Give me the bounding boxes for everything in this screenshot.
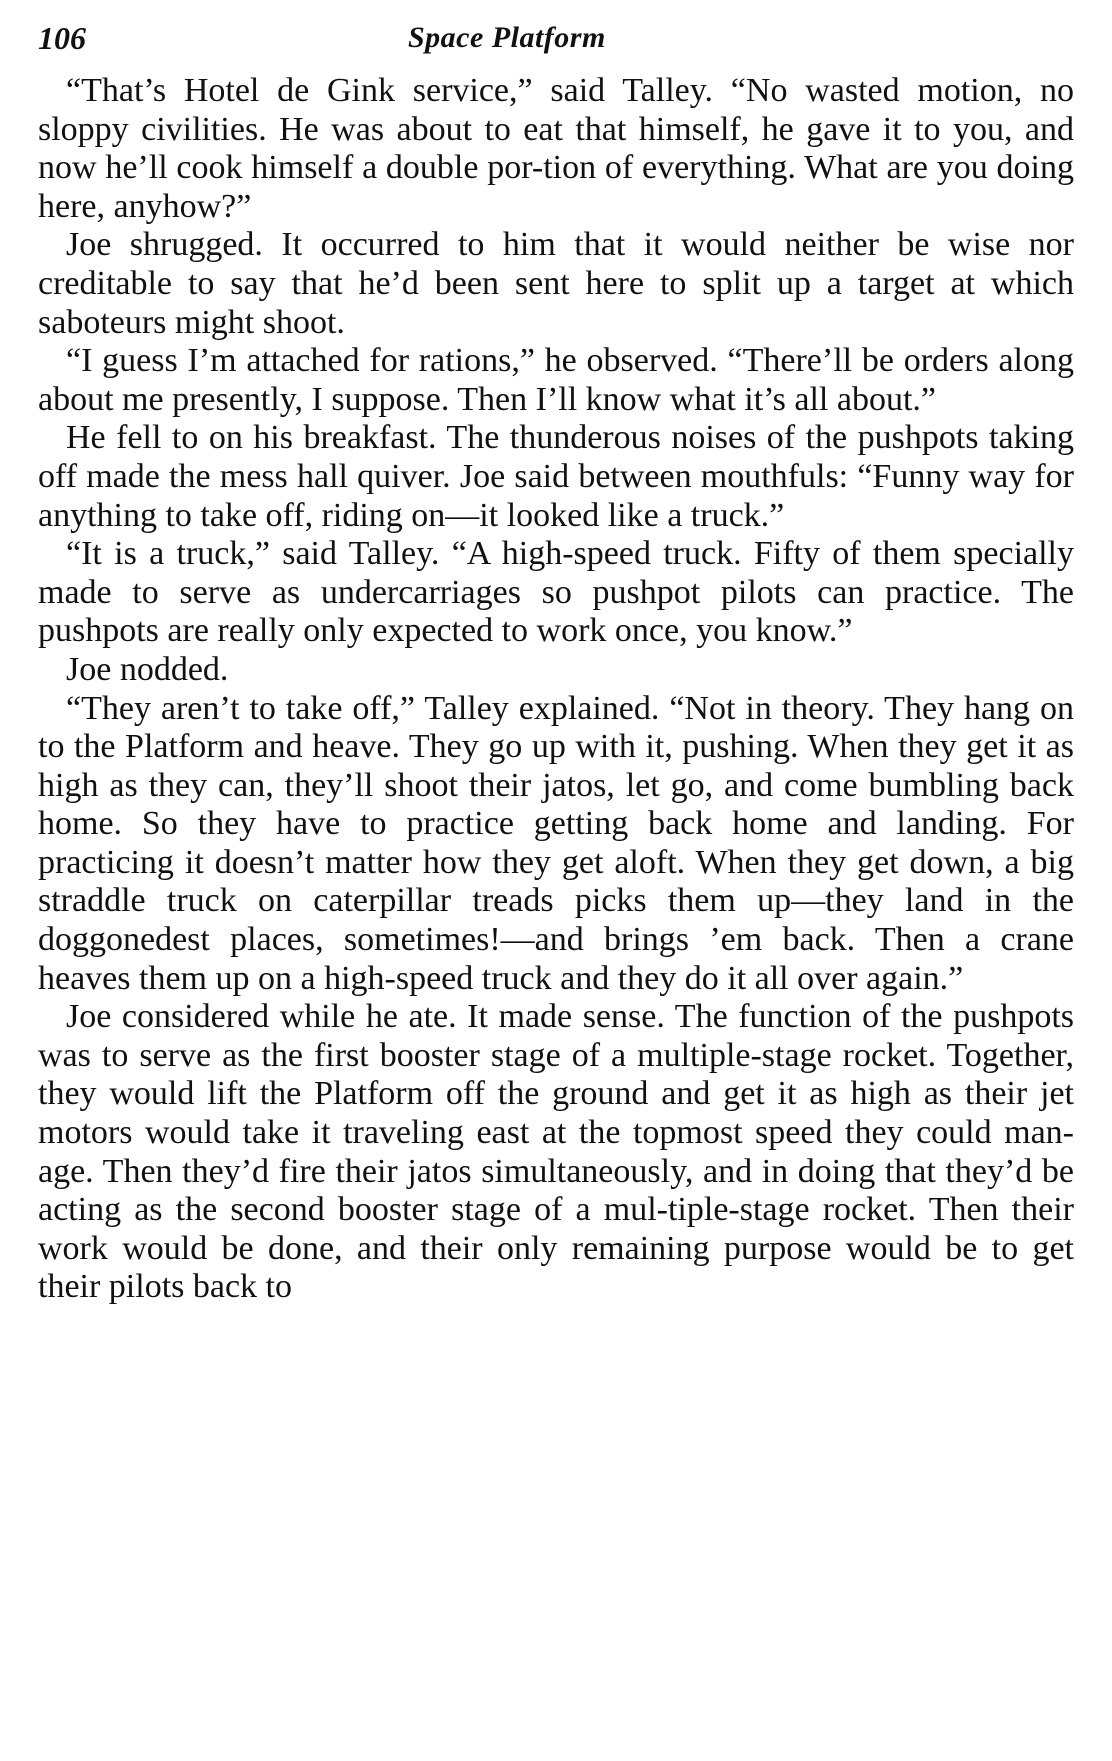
paragraph-2: Joe shrugged. It occurred to him that it would neither be wise nor creditable to say that he’d been sent here to split up a target at which saboteurs might shoot. xyxy=(38,226,1074,341)
paragraph-3: “I guess I’m attached for rations,” he observed. “There’ll be orders along about me presently, I suppose. Then I’ll know what it’s all about.” xyxy=(38,342,1074,418)
running-title: Space Platform xyxy=(408,21,606,54)
page-number: 106 xyxy=(38,20,86,56)
running-head xyxy=(38,14,1074,58)
paragraph-5: “It is a truck,” said Talley. “A high-speed truck. Fifty of them specially made to serve as undercarriages so pushpot pilots can practice. The pushpots are really only expected to work once, you know.” xyxy=(38,535,1074,650)
paragraph-7: “They aren’t to take off,” Talley explained. “Not in theory. They hang on to the Platform and heave. They go up with it, pushing. When they get it as high as they can, they’ll shoot their jatos, let go, and come bumbling back home. So they have to practice getting back home and landing. For practicing it doesn’t matter how they get aloft. When they get down, a big straddle truck on caterpillar treads picks them up—they land in the doggonedest places, sometimes!—and brings ’em back. Then a crane heaves them up on a high-speed truck and they do it all over again.” xyxy=(38,689,1074,997)
paragraph-6: Joe nodded. xyxy=(66,650,229,688)
paragraph-8: Joe considered while he ate. It made sense. The function of the pushpots was to serve as the first booster stage of a multiple-stage rocket. Together, they would lift the Platform off the ground and get it as high as their jet motors would take it traveling east at the topmost speed they could man-age. Then they’d fire their jatos simultaneously, and in doing that they’d be acting as the second booster stage of a mul-tiple-stage rocket. Then their work would be done, and their only remaining purpose would be to get their pilots back to xyxy=(38,998,1074,1306)
body-text xyxy=(38,72,1074,1307)
paragraph-1: “That’s Hotel de Gink service,” said Talley. “No wasted motion, no sloppy civilities. He was about to eat that himself, he gave it to you, and now he’ll cook himself a double por-tion of everything. What are you doing here, anyhow?” xyxy=(38,72,1074,225)
paragraph-4: He fell to on his breakfast. The thunderous noises of the pushpots taking off made the mess hall quiver. Joe said between mouthfuls: “Funny way for anything to take off, riding on—it looked like a truck.” xyxy=(38,419,1074,534)
book-page xyxy=(38,14,1074,1744)
